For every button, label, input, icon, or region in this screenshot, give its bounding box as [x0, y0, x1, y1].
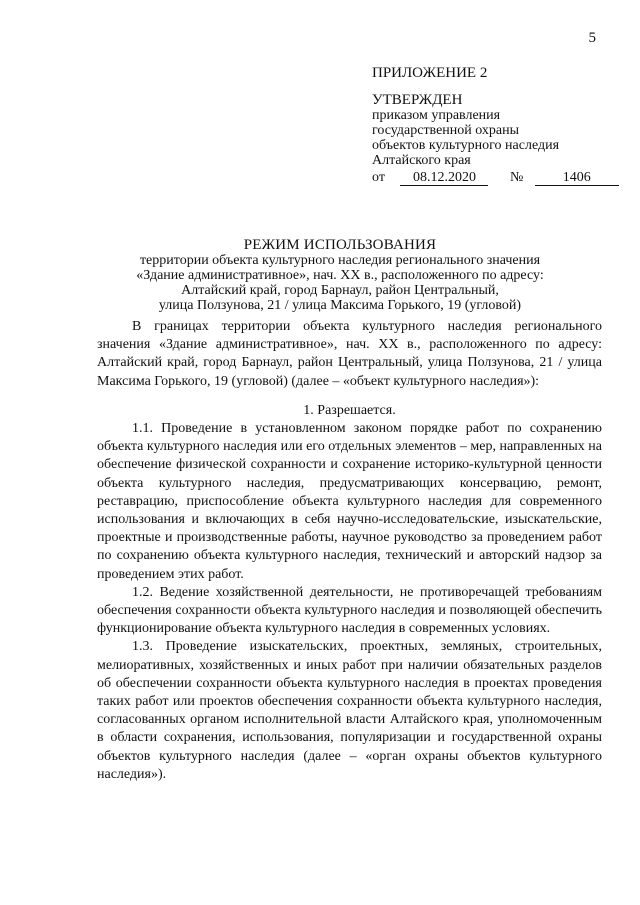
- date-prefix: от: [372, 170, 385, 185]
- number-prefix: №: [509, 170, 524, 185]
- clause-paragraph: 1.3. Проведение изыскательских, проектных, земляных, строительных, мелиоративных, хозяйственных и иных работ при наличии обязательных разделов об обеспечении сохранности объекта культурного наследия в проектах проведения таких работ или проектов обеспечения сохранности объекта культурного наследия, согласованных органом исполнительной власти Алтайского края, уполномоченным в области сохранения, использования, популяризации и государственной охраны объектов культурного наследия (далее – «орган охраны объектов культурного наследия»).: [97, 639, 602, 782]
- clause-paragraph: 1.1. Проведение в установленном законом порядке работ по сохранению объекта культурного наследия или его отдельных элементов – мер, направленных на обеспечение физической сохранности и сохранение историко-культурной ценности объекта культурного наследия, предусматривающих консервацию, ремонт, реставрацию, приспособление объекта культурного наследия для современного использования и включающих в себя научно-исследовательские, изыскательские, проектные и производственные работы, научное руководство за проведением работ по сохранению объекта культурного наследия, технический и авторский надзор за проведением этих работ.: [97, 421, 602, 582]
- clause-paragraph: 1.2. Ведение хозяйственной деятельности, не противоречащей требованиям обеспечения сохранности объекта культурного наследия и позволяющей обеспечить функционирование объекта культурного наследия в современных условиях.: [97, 584, 602, 637]
- header-line: Алтайский край, город Барнаул, район Центральный,: [181, 283, 499, 298]
- approved-label: УТВЕРЖДЕН: [372, 92, 463, 108]
- order-date: 08.12.2020: [400, 170, 488, 186]
- stamp-line: объектов культурного наследия: [372, 138, 560, 153]
- order-date-row: [372, 170, 612, 186]
- document-title: РЕЖИМ ИСПОЛЬЗОВАНИЯ: [243, 237, 437, 253]
- section-heading: 1. Разрешается.: [303, 402, 396, 418]
- stamp-line: Алтайского края: [372, 153, 471, 168]
- stamp-line: государственной охраны: [372, 123, 520, 138]
- header-line: улица Ползунова, 21 / улица Максима Горького, 19 (угловой): [158, 298, 522, 313]
- header-line: территории объекта культурного наследия регионального значения: [139, 253, 541, 268]
- document-header: [60, 238, 620, 313]
- stamp-line: приказом управления: [372, 108, 501, 123]
- page-number: 5: [588, 30, 596, 46]
- appendix-title: ПРИЛОЖЕНИЕ 2: [372, 65, 488, 81]
- intro-paragraph: В границах территории объекта культурного наследия регионального значения «Здание административное», нач. XX в., расположенного по адресу: Алтайский край, город Барнаул, район Центральный, улица Ползунова, 21 / улица Максима Горького, 19 (угловой) (далее – «объект культурного наследия»):: [97, 319, 602, 389]
- order-number: 1406: [535, 170, 619, 186]
- header-line: «Здание административное», нач. XX в., расположенного по адресу:: [136, 268, 544, 283]
- document-body: [97, 318, 602, 784]
- approval-stamp: [372, 66, 612, 186]
